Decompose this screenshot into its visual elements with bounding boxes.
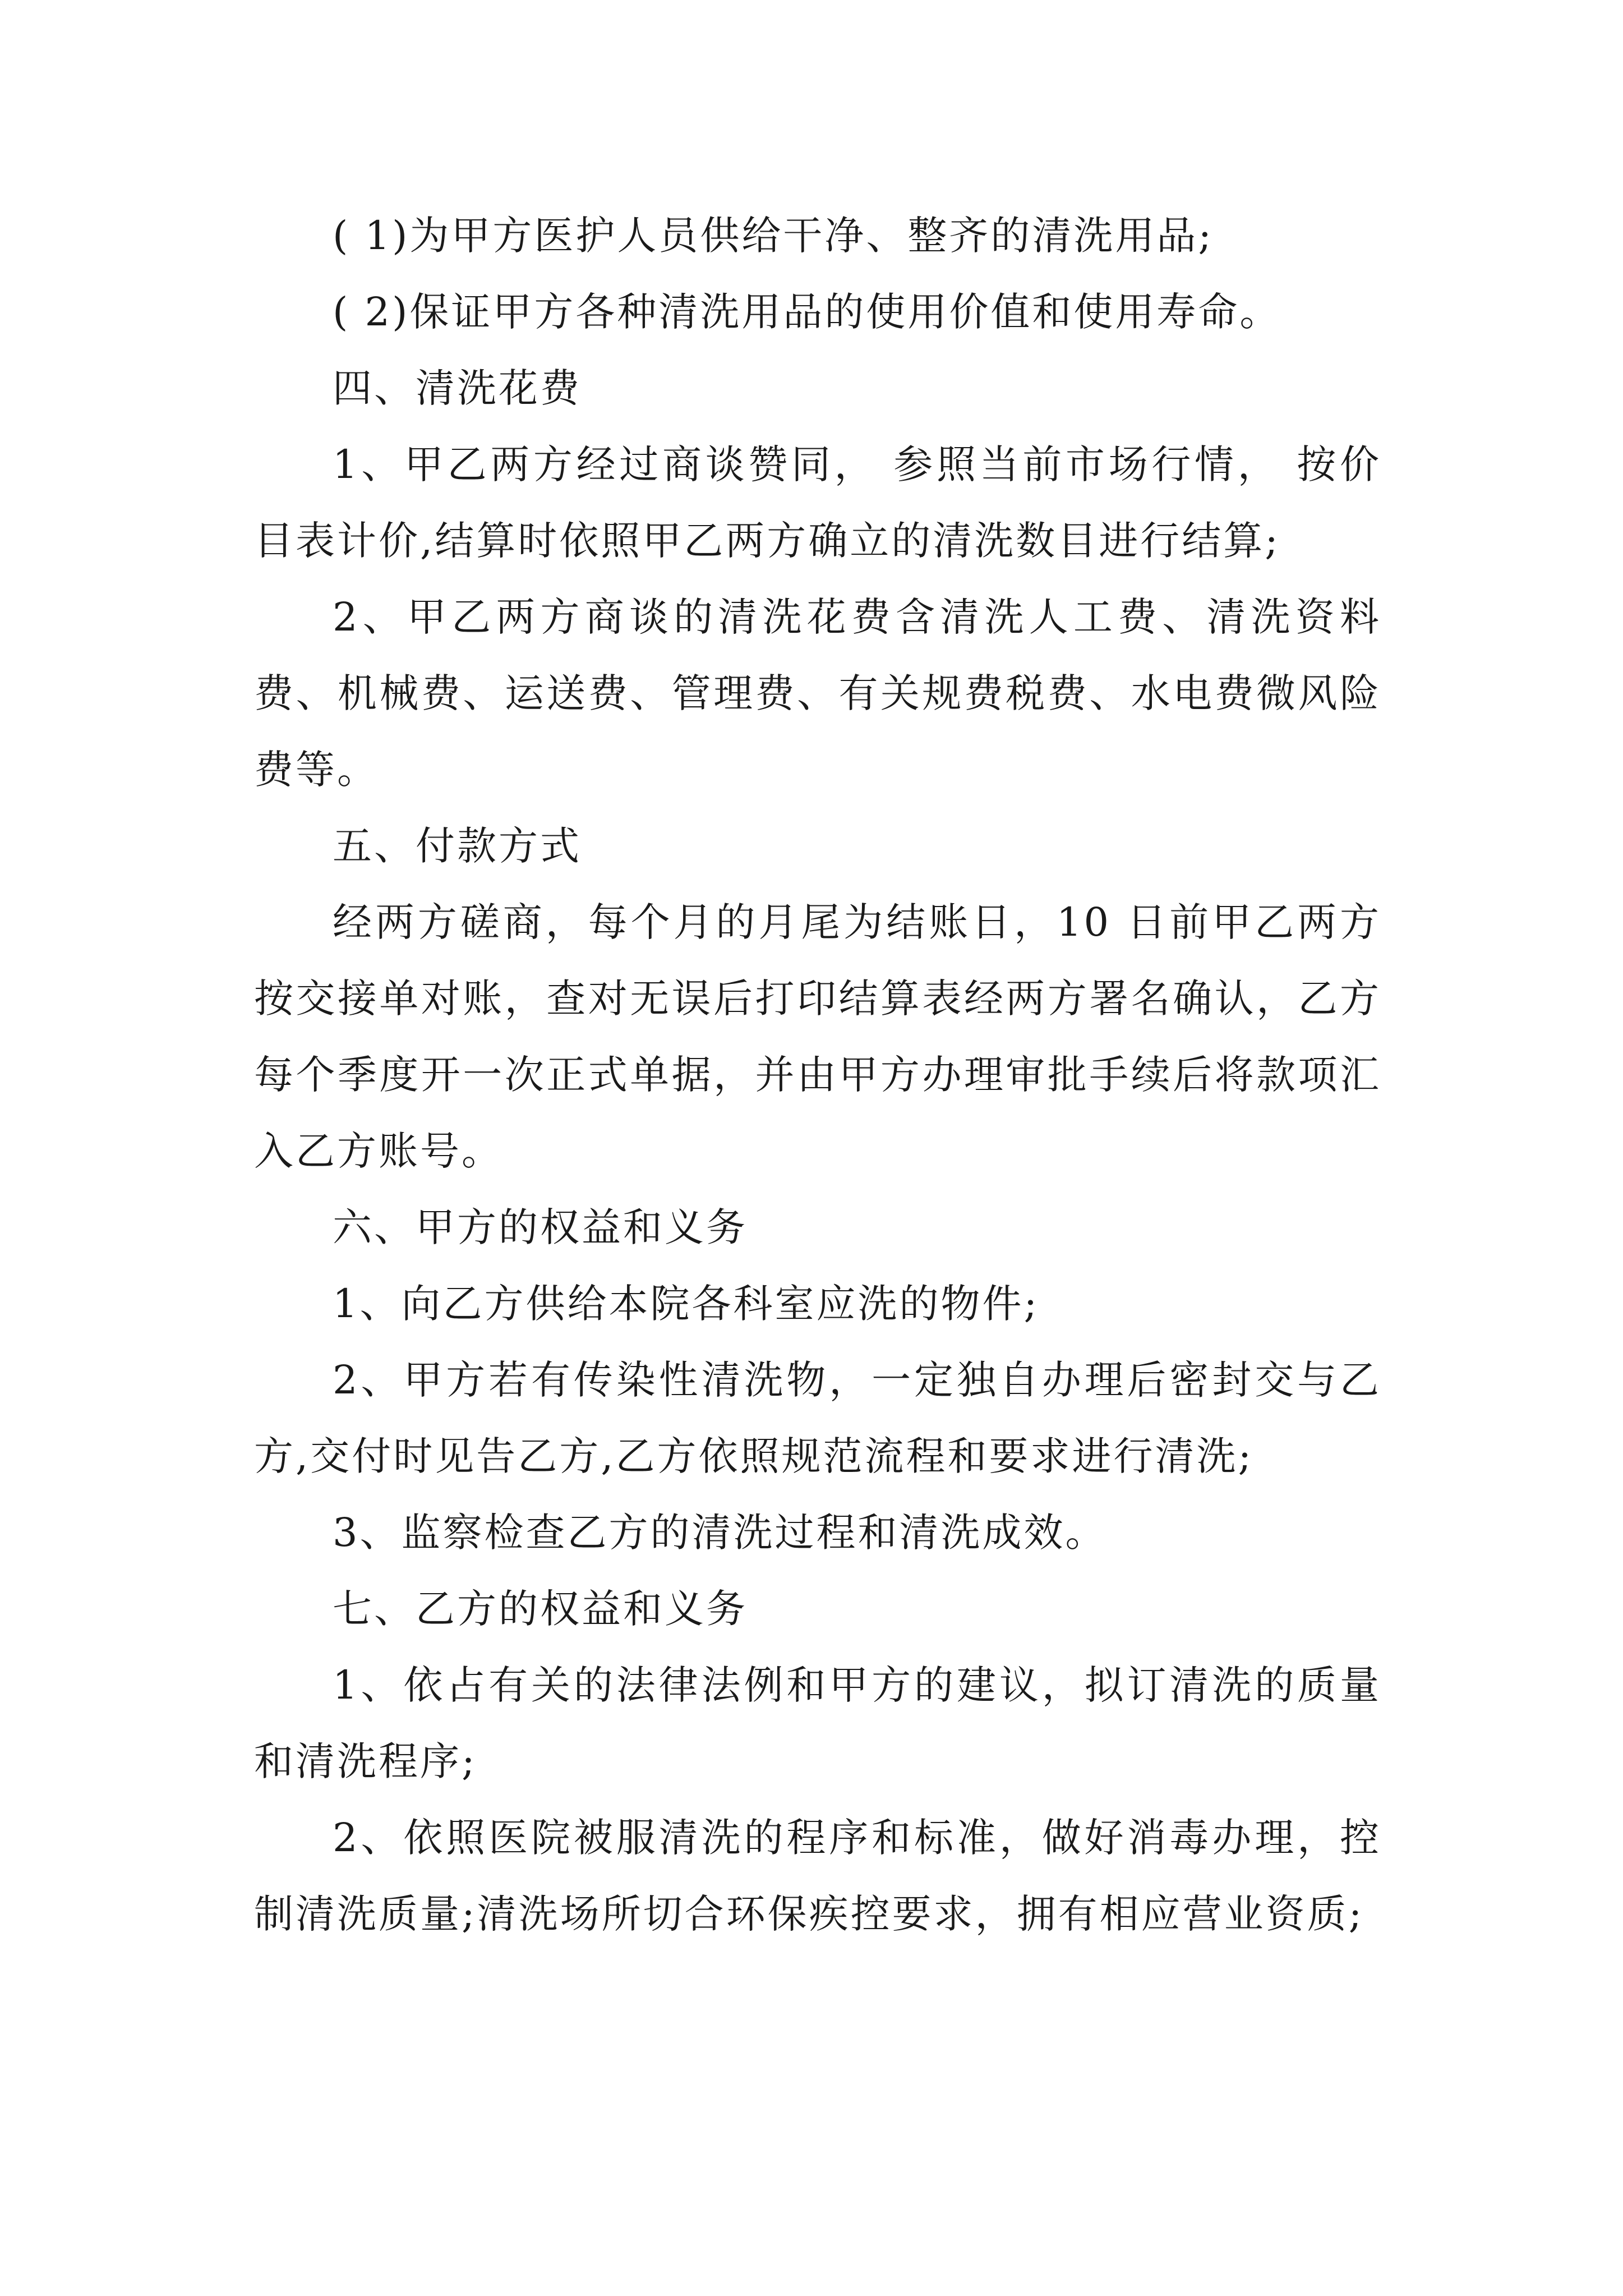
section-heading-fees: 四、清洗花费 — [333, 365, 582, 411]
section-heading-party-b: 七、乙方的权益和义务 — [333, 1586, 748, 1632]
paragraph-item-2: ( 2)保证甲方各种清洗用品的使用价值和使用寿命。 — [333, 289, 1281, 335]
paragraph-item-1: ( 1)为甲方医护人员供给干净、整齐的清洗用品; — [333, 213, 1214, 259]
document-body — [254, 197, 1381, 1952]
paragraph-party-a-1: 1、向乙方供给本院各科室应洗的物件; — [333, 1281, 1040, 1327]
paragraph-fees-1: 1、甲乙两方经过商谈赞同， 参照当前市场行情， 按价目表计价,结算时依照甲乙两方确立的清洗数目进行结算; — [254, 441, 1381, 564]
paragraph-fees-2: 2、甲乙两方商谈的清洗花费含清洗人工费、清洗资料费、机械费、运送费、管理费、有关规费税费、水电费微风险费等。 — [254, 594, 1381, 793]
section-heading-party-a: 六、甲方的权益和义务 — [333, 1204, 748, 1250]
section-heading-payment: 五、付款方式 — [333, 823, 582, 869]
paragraph-party-a-3: 3、监察检查乙方的清洗过程和清洗成效。 — [333, 1510, 1107, 1556]
paragraph-payment: 经两方磋商，每个月的月尾为结账日，10 日前甲乙两方按交接单对账，查对无误后打印结算表经两方署名确认，乙方每个季度开一次正式单据，并由甲方办理审批手续后将款项汇入乙方账号。 — [254, 899, 1381, 1174]
paragraph-party-b-2: 2、依照医院被服清洗的程序和标准，做好消毒办理，控制清洗质量;清洗场所切合环保疾控要求，拥有相应营业资质; — [254, 1815, 1381, 1937]
paragraph-party-a-2: 2、甲方若有传染性清洗物，一定独自办理后密封交与乙方,交付时见告乙方,乙方依照规范流程和要求进行清洗; — [254, 1357, 1381, 1479]
paragraph-party-b-1: 1、依占有关的法律法例和甲方的建议，拟订清洗的质量和清洗程序; — [254, 1662, 1381, 1784]
